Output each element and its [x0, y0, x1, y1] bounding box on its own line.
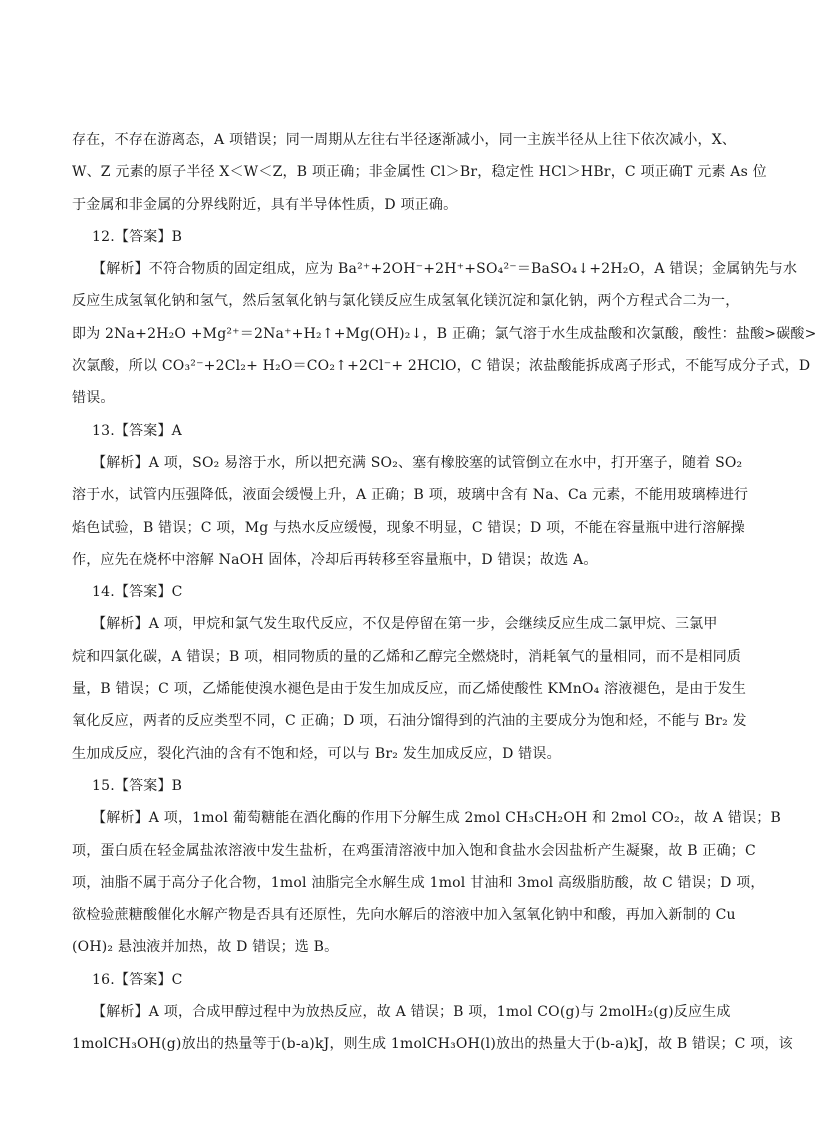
text-line: W、Z 元素的原子半径 X＜W＜Z，B 项正确；非金属性 Cl＞Br，稳定性 HCl＞HBr，C 项正确T 元素 As 位 [72, 164, 767, 181]
text-line: 欲检验蔗糖酸催化水解产物是否具有还原性，先向水解后的溶液中加入氢氧化钠中和酸，再加入新制的 Cu [72, 907, 736, 924]
text-line: 错误。 [72, 390, 115, 407]
text-line: 【解析】A 项，1mol 葡萄糖能在酒化酶的作用下分解生成 2mol CH₃CH₂OH 和 2mol CO₂，故 A 错误；B [92, 810, 781, 827]
answer-heading: 15.【答案】B [92, 777, 183, 794]
answer-heading: 13.【答案】A [92, 422, 182, 439]
text-line: (OH)₂ 悬浊液并加热，故 D 错误；选 B。 [72, 939, 339, 956]
text-line: 即为 2Na+2H₂O +Mg²⁺＝2Na⁺+H₂↑+Mg(OH)₂↓，B 正确；氯气溶于水生成盐酸和次氯酸，酸性：盐酸>碳酸> [72, 325, 817, 342]
text-line: 焰色试验，B 错误；C 项，Mg 与热水反应缓慢，现象不明显，C 错误；D 项，不能在容量瓶中进行溶解操 [72, 519, 745, 536]
text-line: 1molCH₃OH(g)放出的热量等于(b-a)kJ，则生成 1molCH₃OH(l)放出的热量大于(b-a)kJ，故 B 错误；C 项，该 [72, 1036, 793, 1053]
answer-heading: 14.【答案】C [92, 584, 183, 601]
solution-text-body [72, 124, 817, 1061]
text-line: 【解析】A 项，合成甲醇过程中为放热反应，故 A 错误；B 项，1mol CO(g)与 2molH₂(g)反应生成 [92, 1004, 731, 1021]
text-line: 作，应先在烧杯中溶解 NaOH 固体，冷却后再转移至容量瓶中，D 错误；故选 A。 [72, 551, 598, 568]
text-line: 量，B 错误；C 项，乙烯能使溴水褪色是由于发生加成反应，而乙烯使酸性 KMnO₄ 溶液褪色，是由于发生 [72, 681, 747, 698]
text-line: 生加成反应，裂化汽油的含有不饱和烃，可以与 Br₂ 发生加成反应，D 错误。 [72, 745, 561, 762]
text-line: 【解析】A 项，SO₂ 易溶于水，所以把充满 SO₂、塞有橡胶塞的试管倒立在水中，打开塞子，随着 SO₂ [92, 454, 743, 471]
text-line: 项，油脂不属于高分子化合物，1mol 油脂完全水解生成 1mol 甘油和 3mol 高级脂肪酸，故 C 错误；D 项， [72, 874, 765, 891]
text-line: 【解析】不符合物质的固定组成，应为 Ba²⁺+2OH⁻+2H⁺+SO₄²⁻＝BaSO₄↓+2H₂O，A 错误；金属钠先与水 [92, 261, 798, 278]
text-line: 次氯酸，所以 CO₃²⁻+2Cl₂+ H₂O＝CO₂↑+2Cl⁻+ 2HClO，C 错误；浓盐酸能拆成离子形式，不能写成分子式，D [72, 358, 811, 375]
text-line: 存在，不存在游离态，A 项错误；同一周期从左往右半径逐渐减小，同一主族半径从上往下依次减小，X、 [72, 132, 737, 148]
answer-heading: 12.【答案】B [92, 228, 183, 245]
text-line: 项，蛋白质在轻金属盐浓溶液中发生盐析，在鸡蛋清溶液中加入饱和食盐水会因盐析产生凝聚，故 B 正确；C [72, 842, 756, 859]
text-line: 【解析】A 项，甲烷和氯气发生取代反应，不仅是停留在第一步，会继续反应生成二氯甲烷、三氯甲 [92, 616, 718, 633]
text-line: 于金属和非金属的分界线附近，具有半导体性质，D 项正确。 [72, 196, 458, 213]
text-line: 反应生成氢氧化钠和氢气，然后氢氧化钠与氯化镁反应生成氢氧化镁沉淀和氯化钠，两个方程式合二为一， [72, 293, 740, 310]
text-line: 烷和四氯化碳，A 错误；B 项，相同物质的量的乙烯和乙醇完全燃烧时，消耗氧气的量相同，而不是相同质 [72, 648, 742, 665]
answer-heading: 16.【答案】C [92, 971, 183, 988]
text-line: 溶于水，试管内压强降低，液面会缓慢上升，A 正确；B 项，玻璃中含有 Na、Ca 元素，不能用玻璃棒进行 [72, 487, 749, 504]
text-line: 氧化反应，两者的反应类型不同，C 正确；D 项，石油分馏得到的汽油的主要成分为饱和烃，不能与 Br₂ 发 [72, 713, 747, 730]
